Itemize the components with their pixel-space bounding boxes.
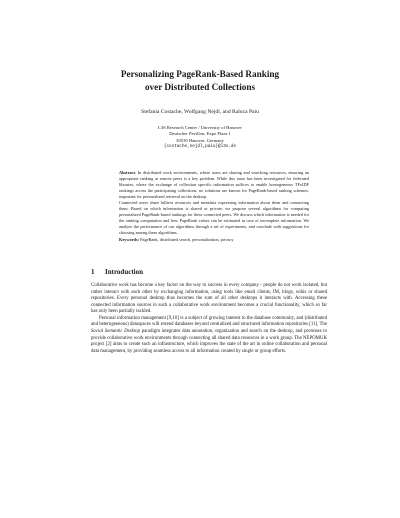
author-list: Stefania Costache, Wolfgang Nejdl, and Raluca Paiu	[141, 109, 259, 115]
keywords-line	[119, 237, 309, 243]
section-title: Introduction	[105, 268, 143, 276]
author-email: {costache,nejdl,paiu}@l3s.de	[163, 143, 237, 149]
body-paragraph-1: Collaborative work has become a key factor on the way to success in every company - people do not work isolated, but rather interact with each other by exchanging information, using tools like email clients, IM, blogs, wikis or shared repositories. Every personal desktop thus becomes the sum of all other desktops it interacts with. Accessing these connected information sources in such a collaborative work environment becomes a crucial functionality, which so far has only been partially tackled.	[91, 283, 327, 315]
body-paragraph-2-end: paradigm integrates data annotation, organization and search on the desktop, and promises to provide collaborative work environments through connecting all shared data resources in a work group. The NEPOMUK project [2] aims to create such an infrastructure, which improves the state of the art in online collaboration and personal data management, by providing seamless access to all information created by single or group efforts.	[91, 329, 328, 354]
paper-title	[60, 68, 340, 94]
affiliation-line-2: Deutscher Pavillon, Expo Plaza 1	[169, 131, 231, 137]
abstract	[119, 170, 309, 243]
section-heading	[91, 268, 143, 277]
social-semantic-desktop-term: Social Semantic Desktop	[91, 329, 141, 335]
affiliation-line-3: 30539 Hanover, Germany	[176, 137, 224, 143]
abstract-label: Abstract.	[119, 170, 137, 175]
abstract-paragraph-2: Connected users share fulltext resources and metadata expressing information about them and connecting them. Based on which information is shared or private, we propose several algorithms for computing personalized PageRank-based rankings for these connected peers. We discuss which information is needed for the ranking computation and how PageRank values can be estimated in case of incomplete information. We analyze the performance of our algorithms through a set of experiments, and conclude with suggestions for choosing among these algorithms.	[119, 200, 309, 236]
keywords-label: Keywords:	[119, 236, 140, 242]
affiliation-line-1: L3S Research Center / University of Hanover	[158, 125, 242, 130]
abstract-paragraph-1	[119, 170, 309, 200]
section-number: 1	[91, 268, 95, 276]
body-paragraph-2-start: Personal information management [9,10] is a subject of growing interest to the database community, and (distributed and heterogeneous) dataspaces will extend databases beyond centralized and structured information repositories [11]. The	[91, 315, 327, 328]
body-text	[91, 283, 327, 355]
keywords-text: PageRank, distributed search, personalization, privacy	[140, 236, 234, 242]
affiliation-block	[60, 125, 340, 150]
abstract-text-1: In distributed work environments, where users are sharing and searching resources, ensuring an appropriate ranking at remote peers is a key problem. While this issue has been investigated for federated libraries, where the exchange of collection specific information suffices to enable homogeneous TFxIDF rankings across the participating collections, no solutions are known for PageRank-based ranking schemes, important for personalized retrieval on the desktop.	[119, 170, 310, 200]
title-line-2: over Distributed Collections	[144, 82, 256, 92]
title-line-1: Personalizing PageRank-Based Ranking	[120, 69, 280, 79]
body-paragraph-2	[91, 316, 327, 355]
